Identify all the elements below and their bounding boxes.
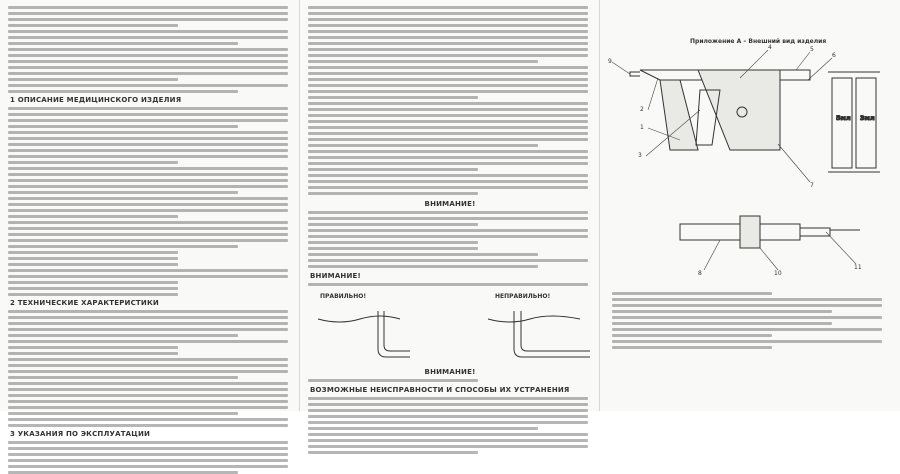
label-correct: ПРАВИЛЬНО! <box>320 293 367 300</box>
device-drawing <box>600 0 900 292</box>
callout-7: 7 <box>810 182 814 189</box>
column-1 <box>0 0 298 438</box>
callout-5: 5 <box>810 46 814 53</box>
bottom-assembly <box>680 216 860 248</box>
callout-3: 3 <box>638 152 642 159</box>
callout-11: 11 <box>854 264 862 271</box>
column-2 <box>300 0 598 411</box>
attention-1: ВНИМАНИЕ! <box>424 200 476 208</box>
section-3-heading: 3 УКАЗАНИЯ ПО ЭКСПЛУАТАЦИИ <box>10 430 151 438</box>
label-incorrect: НЕПРАВИЛЬНО! <box>495 293 551 300</box>
needle-diagram <box>300 289 598 365</box>
appendix-title: Приложение А – Внешний вид изделия <box>690 38 827 45</box>
column-3 <box>600 0 900 411</box>
slot-label-5ml: 5мл <box>836 114 851 122</box>
callout-6: 6 <box>832 52 836 59</box>
callout-2: 2 <box>640 106 644 113</box>
section-1-heading: 1 ОПИСАНИЕ МЕДИЦИНСКОГО ИЗДЕЛИЯ <box>10 96 182 104</box>
slot-label-3ml: 3мл <box>860 114 875 122</box>
section-4-heading: ВОЗМОЖНЫЕ НЕИСПРАВНОСТИ И СПОСОБЫ ИХ УСТРАНЕНИЯ <box>310 386 570 394</box>
callout-8: 8 <box>698 270 702 277</box>
attention-2: ВНИМАНИЕ! <box>310 272 361 280</box>
callout-9: 9 <box>608 58 612 65</box>
attention-3: ВНИМАНИЕ! <box>424 368 476 376</box>
figure-caption <box>612 292 892 352</box>
callout-1: 1 <box>640 124 644 131</box>
callout-4: 4 <box>768 44 772 51</box>
correct-incorrect-diagram <box>300 289 598 365</box>
callout-10: 10 <box>774 270 782 277</box>
correct-drawing <box>318 311 410 357</box>
incorrect-drawing <box>488 311 590 357</box>
syringe-holder <box>828 72 880 172</box>
section-2-heading: 2 ТЕХНИЧЕСКИЕ ХАРАКТЕРИСТИКИ <box>10 299 159 307</box>
